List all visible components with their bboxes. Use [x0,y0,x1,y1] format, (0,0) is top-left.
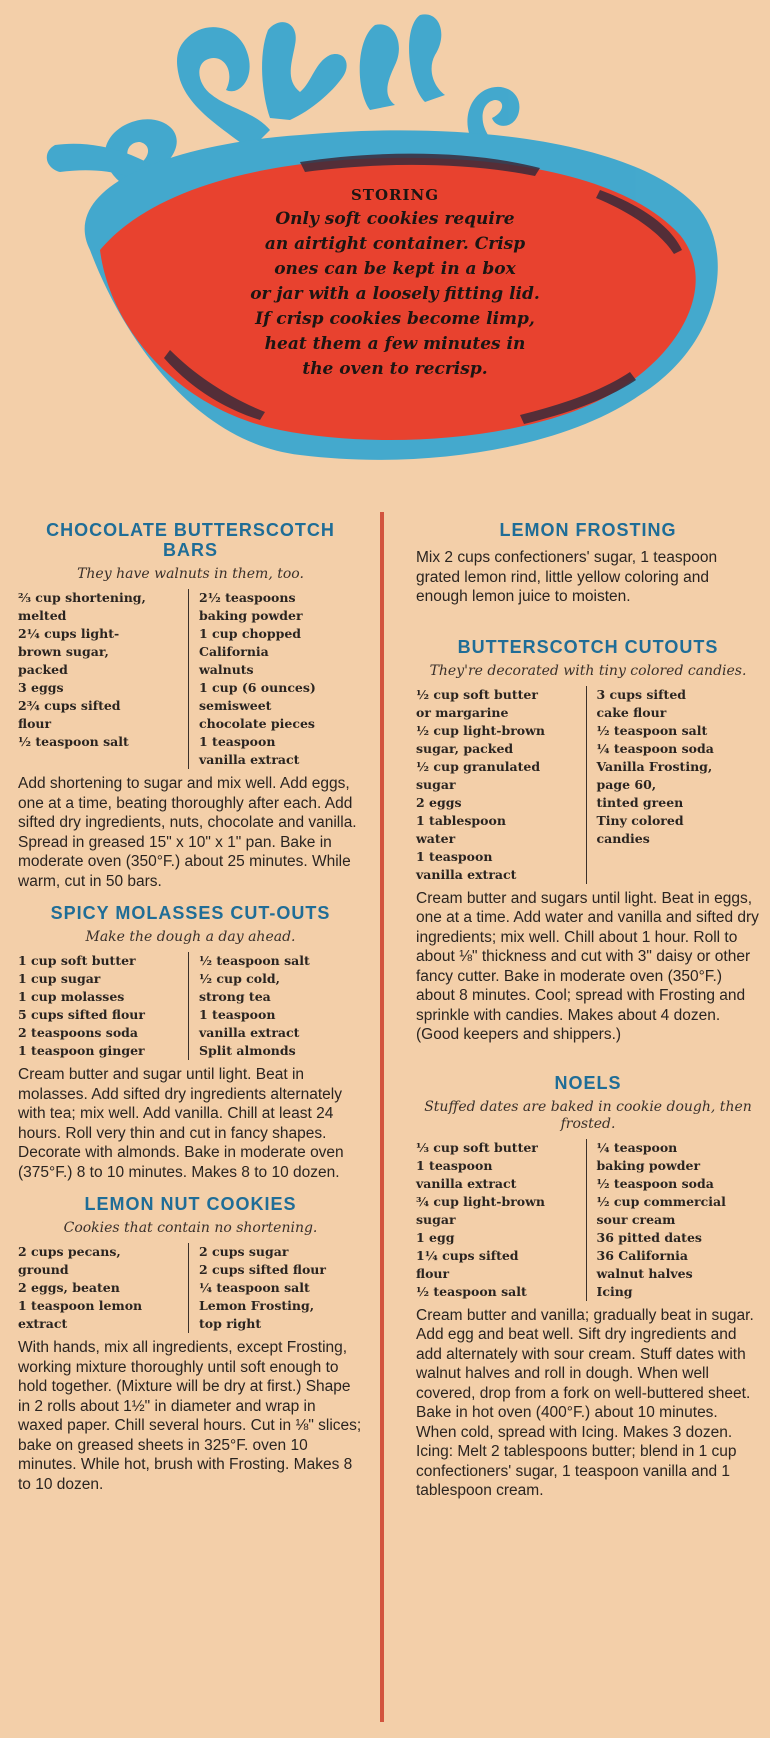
ingredient: ½ teaspoon salt [199,953,310,968]
ingredient: ½ teaspoon salt [416,1283,527,1299]
ingredient: 1 cup (6 ounces) semisweet chocolate pieces [199,680,316,731]
recipe-title: CHOCOLATE BUTTERSCOTCH BARS [46,520,335,560]
recipe-chocolate-butterscotch-bars [18,520,363,891]
ingredient: 2 teaspoons soda [18,1025,139,1040]
recipe-title: BUTTERSCOTCH CUTOUTS [457,636,719,657]
ingredient: Split almonds [199,1043,296,1058]
ingredient: 1 cup soft butter [18,953,136,968]
ingredient: 1 teaspoon vanilla extract [199,1007,300,1040]
ingredients-left [416,1139,580,1301]
ingredient: ½ teaspoon salt [596,722,708,738]
storing-body: Only soft cookies require an airtight container. Crisp ones can be kept in a box or jar with a loosely fitting lid. If crisp cookies become limp, heat them a few minutes in the oven to recrisp. [250,209,540,379]
recipe-butterscotch-cutouts [416,637,760,1045]
recipe-subtitle: They have walnuts in them, too. [77,566,304,582]
ingredient: ½ cup granulated sugar [416,758,541,792]
ingredient: Icing [596,1283,633,1299]
recipe-lemon-nut-cookies [18,1194,363,1494]
ingredient: 36 pitted dates [596,1229,702,1245]
recipe-directions: Cream butter and sugars until light. Beat in eggs, one at a time. Add water and vanilla and sifted dry ingredients; mix well. Chill about 1 hour. Roll to about ⅛" thickness and cut with 3" daisy or other fancy cutter. Bake in moderate oven (350°F.) about 8 minutes. Cool; spread with Frosting and sprinkle with candies. Makes about 4 dozen. (Good keepers and shippers.) [416,889,759,1043]
recipe-directions: Mix 2 cups confectioners' sugar, 1 teaspoon grated lemon rind, little yellow coloring and enough lemon juice to moisten. [416,549,718,605]
recipe-title: SPICY MOLASSES CUT-OUTS [50,903,331,923]
ingredient: ¼ teaspoon salt [199,1280,310,1295]
ingredient: ⅓ cup soft butter [416,1139,538,1155]
recipe-subtitle: Make the dough a day ahead. [85,929,296,945]
column-divider [380,512,384,1722]
ingredients-right [188,952,363,1060]
ingredient: 2½ teaspoons baking powder [199,590,303,623]
recipe-subtitle: They're decorated with tiny colored candies. [429,662,747,679]
ingredient: Vanilla Frosting, page 60, tinted green [596,758,713,810]
recipe-title: LEMON FROSTING [499,520,677,540]
ingredient: 1 teaspoon vanilla extract [416,1157,517,1191]
ingredient: 2 eggs [416,794,462,810]
ingredients-right [188,589,363,769]
ingredient: 1 teaspoon ginger [18,1043,145,1058]
recipe-noels [416,1073,760,1501]
ingredient: ¼ teaspoon soda [596,740,714,756]
recipe-spicy-molasses-cutouts [18,903,363,1182]
ingredient: ½ teaspoon salt [18,734,129,749]
ingredients-right [586,1139,761,1301]
ingredients-left [18,1243,182,1333]
ingredient: 1 cup sugar [18,971,101,986]
recipe-title: LEMON NUT COOKIES [84,1194,297,1214]
ingredient: 5 cups sifted flour [18,1007,145,1022]
recipe-subtitle: Stuffed dates are baked in cookie dough, then frosted. [424,1098,752,1132]
ingredient: 36 California walnut halves [596,1247,693,1281]
ingredient: 2 cups pecans, ground [18,1244,121,1277]
ingredient: 1 tablespoon water [416,812,506,846]
ingredient: ½ teaspoon soda [596,1175,714,1191]
ingredient: 2 cups sifted flour [199,1262,326,1277]
recipe-directions: Cream butter and sugar until light. Beat in molasses. Add sifted dry ingredients alternately with tea; mix well. Add vanilla. Chill at least 24 hours. Roll very thin and cut in fancy shapes. Decorate with almonds. Bake in moderate oven (375°F.) 8 to 10 minutes. Makes 8 to 10 dozen. [18,1066,344,1181]
ingredient: ½ cup commercial sour cream [596,1193,726,1227]
ingredient: ½ cup light-brown sugar, packed [416,722,545,756]
ingredient: 2 cups sugar [199,1244,289,1259]
recipe-title: NOELS [554,1072,622,1093]
ingredient: 1¼ cups sifted flour [416,1247,519,1281]
ingredient: 1 cup chopped California walnuts [199,626,302,677]
ingredient: 1 teaspoon vanilla extract [199,734,300,767]
ingredient: ⅔ cup shortening, melted [18,590,146,623]
recipe-directions: Cream butter and vanilla; gradually beat in sugar. Add egg and beat well. Sift dry ingredients and add alternately with sour cream. Stuff dates with walnut halves and roll in dough. When well covered, drop from a fork on well-buttered sheet. Bake in hot oven (400°F.) about 10 minutes. When cold, spread with Icing. Makes 3 dozen. Icing: Melt 2 tablespoons butter; blend in 1 cup confectioners' sugar, 1 teaspoon vanilla and 1 tablespoon cream. [416,1306,754,1499]
recipe-subtitle: Cookies that contain no shortening. [63,1220,318,1236]
ingredient: ½ cup cold, strong tea [199,971,280,1004]
ingredient: 2 eggs, beaten [18,1280,120,1295]
ingredient: 2¾ cups sifted flour [18,698,121,731]
ingredient: 1 cup molasses [18,989,125,1004]
ingredient: Tiny colored candies [596,812,684,846]
ingredient: Lemon Frosting, top right [199,1298,315,1331]
ingredient-list [18,1243,363,1333]
ingredient: ¼ teaspoon baking powder [596,1139,701,1173]
right-column [416,520,760,1513]
recipe-directions: With hands, mix all ingredients, except Frosting, working mixture thoroughly until soft enough to hold together. (Mixture will be dry at first.) Shape in 2 rolls about 1½" in diameter and wrap in waxed paper. Chill several hours. Cut in ⅛" slices; bake on greased sheets in 325°F. oven 10 minutes. While hot, brush with Frosting. Makes 8 to 10 dozen. [18,1339,362,1493]
ingredient-list [416,1139,760,1301]
ingredients-right [586,686,761,884]
storing-tip [205,186,585,382]
ingredient: ¾ cup light-brown sugar [416,1193,545,1227]
ingredient: 1 egg [416,1229,455,1245]
recipe-lemon-frosting [416,520,760,607]
ingredient-list [416,686,760,884]
ingredient: 2¼ cups light- brown sugar, packed [18,626,120,677]
ingredient-list [18,589,363,769]
ingredient: 3 cups sifted cake flour [596,686,687,720]
ingredients-left [416,686,580,884]
ingredients-left [18,589,182,769]
ingredient: ½ cup soft butter or margarine [416,686,538,720]
left-column [18,520,363,1506]
ingredient: 1 teaspoon vanilla extract [416,848,517,882]
storing-title: STORING [350,186,440,204]
ingredient: 1 teaspoon lemon extract [18,1298,143,1331]
ingredients-right [188,1243,363,1333]
ingredient-list [18,952,363,1060]
ingredients-left [18,952,182,1060]
recipe-directions: Add shortening to sugar and mix well. Add eggs, one at a time, beating thoroughly after each. Add sifted dry ingredients, nuts, chocolate and vanilla. Spread in greased 15" x 10" x 1" pan. Bake in moderate oven (350°F.) about 25 minutes. While warm, cut in 50 bars. [18,775,357,890]
ingredient: 3 eggs [18,680,64,695]
